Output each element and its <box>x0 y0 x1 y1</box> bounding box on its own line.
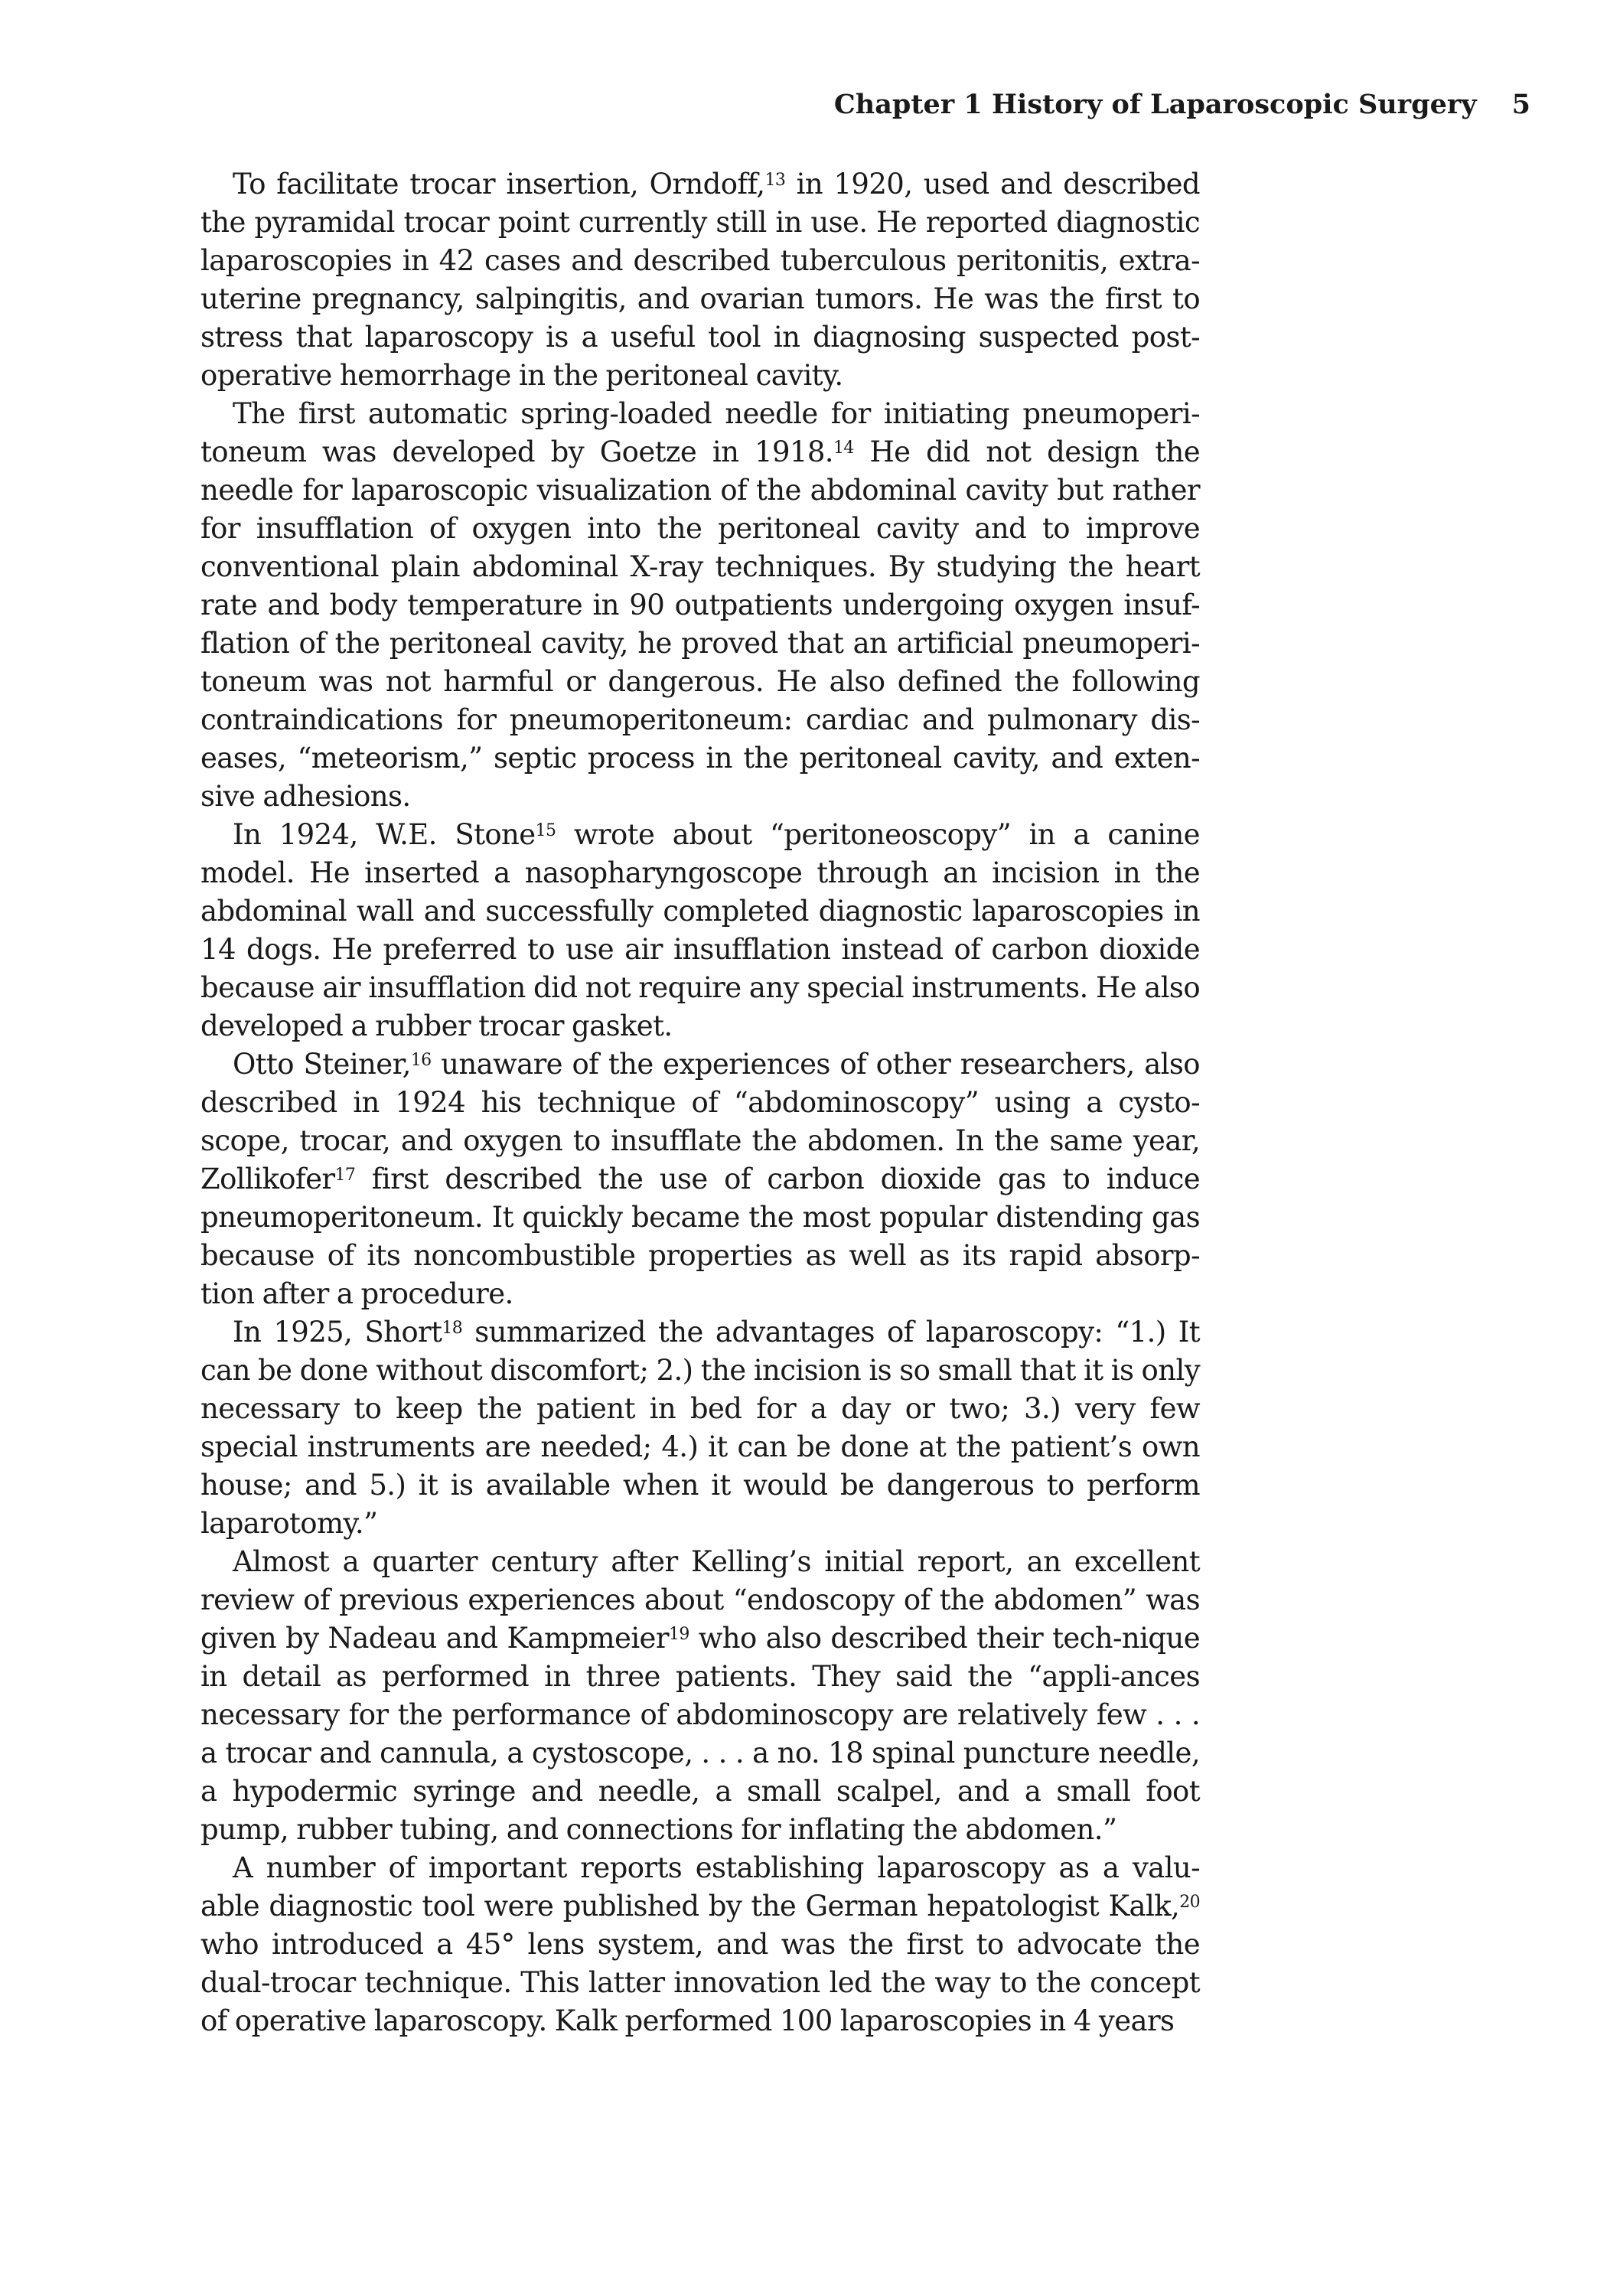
paragraph-text: who also described their tech-nique in detail as performed in three patients. They said the “appli-ances necessary for the performance of abdominoscopy are relatively few . . . a trocar and cannula, a cystoscope, . . . a no. 18 spinal puncture needle, a hypodermic syringe and needle, a small scalpel, and a small foot pump, rubber tubing, and connections for inflating the abdomen.” <box>200 1622 1200 1846</box>
paragraph <box>200 165 1200 395</box>
paragraph-text: A number of important reports establishing laparoscopy as a valu-able diagnostic tool were published by the German hepatologist Kalk, <box>200 1851 1200 1923</box>
paragraph-text: To facilitate trocar insertion, Orndoff, <box>233 168 765 201</box>
reference-number: 15 <box>535 820 556 840</box>
reference-number: 13 <box>764 170 786 190</box>
paragraph-text: Otto Steiner, <box>233 1048 411 1081</box>
paragraph-text: The first automatic spring-loaded needle for initiating pneumoperi-toneum was developed by Goetze in 1918. <box>200 397 1200 468</box>
paragraph <box>200 1045 1200 1313</box>
reference-number: 19 <box>668 1624 689 1644</box>
reference-number: 18 <box>442 1318 463 1338</box>
paragraph-text: Almost a quarter century after Kelling’s initial report, an excellent review of previous experiences about “endoscopy of the abdomen” was given by Nadeau and Kampmeier <box>200 1545 1200 1655</box>
page-number: 5 <box>1511 89 1530 120</box>
running-head <box>833 89 1530 120</box>
paragraph-text: He did not design the needle for laparoscopic visualization of the abdominal cavity but rather for insufflation of oxygen into the peritoneal cavity and to improve conventional plain abdominal X-ray techniques. By studying the heart rate and body temperature in 90 outpatients undergoing oxygen insuf-flation of the peritoneal cavity, he proved that an artificial pneumoperi-toneum was not harmful or dangerous. He also defined the following contraindications for pneumoperitoneum: cardiac and pulmonary dis-eases, “meteorism,” septic process in the peritoneal cavity, and exten-sive adhesions. <box>200 435 1201 813</box>
chapter-title: Chapter 1 History of Laparoscopic Surgery <box>833 89 1477 120</box>
paragraph-text: summarized the advantages of laparoscopy: “1.) It can be done without discomfort; 2.) the incision is so small that it is only necessary to keep the patient in bed for a day or two; 3.) very few special instruments are needed; 4.) it can be done at the patient’s own house; and 5.) it is available when it would be dangerous to perform laparotomy.” <box>200 1316 1200 1540</box>
paragraph-text: unaware of the experiences of other researchers, also described in 1924 his technique of “abdominoscopy” using a cysto-scope, trocar, and oxygen to insufflate the abdomen. In the same year, Zollikofer <box>200 1048 1200 1195</box>
paragraph-text: In 1925, Short <box>233 1316 442 1349</box>
paragraph-text: who introduced a 45° lens system, and was the first to advocate the dual-trocar technique. This latter innovation led the way to the concept of operative laparoscopy. Kalk performed 100 laparoscopies in 4 years <box>200 1928 1200 2037</box>
body-text <box>200 165 1200 2040</box>
paragraph-text: in 1920, used and described the pyramidal trocar point currently still in use. He reported diagnostic laparoscopies in 42 cases and described tuberculous peritonitis, extra-uterine pregnancy, salpingitis, and ovarian tumors. He was the first to stress that laparoscopy is a useful tool in diagnosing suspected post-operative hemorrhage in the peritoneal cavity. <box>200 168 1200 392</box>
reference-number: 20 <box>1179 1892 1200 1912</box>
paragraph-text: first described the use of carbon dioxide gas to induce pneumoperitoneum. It quickly became the most popular distending gas because of its noncombustible properties as well as its rapid absorp-tion after a procedure. <box>200 1163 1200 1310</box>
reference-number: 17 <box>334 1165 356 1185</box>
paragraph <box>200 395 1200 816</box>
paragraph <box>200 816 1200 1045</box>
paragraph <box>200 1849 1200 2040</box>
paragraph <box>200 1543 1200 1849</box>
reference-number: 16 <box>410 1050 432 1070</box>
paragraph-text: wrote about “peritoneoscopy” in a canine model. He inserted a nasopharyngoscope through an incision in the abdominal wall and successfully completed diagnostic laparoscopies in 14 dogs. He preferred to use air insufflation instead of carbon dioxide because air insufflation did not require any special instruments. He also developed a rubber trocar gasket. <box>200 818 1200 1042</box>
paragraph <box>200 1313 1200 1543</box>
paragraph-text: In 1924, W.E. Stone <box>233 818 536 851</box>
reference-number: 14 <box>833 438 854 458</box>
